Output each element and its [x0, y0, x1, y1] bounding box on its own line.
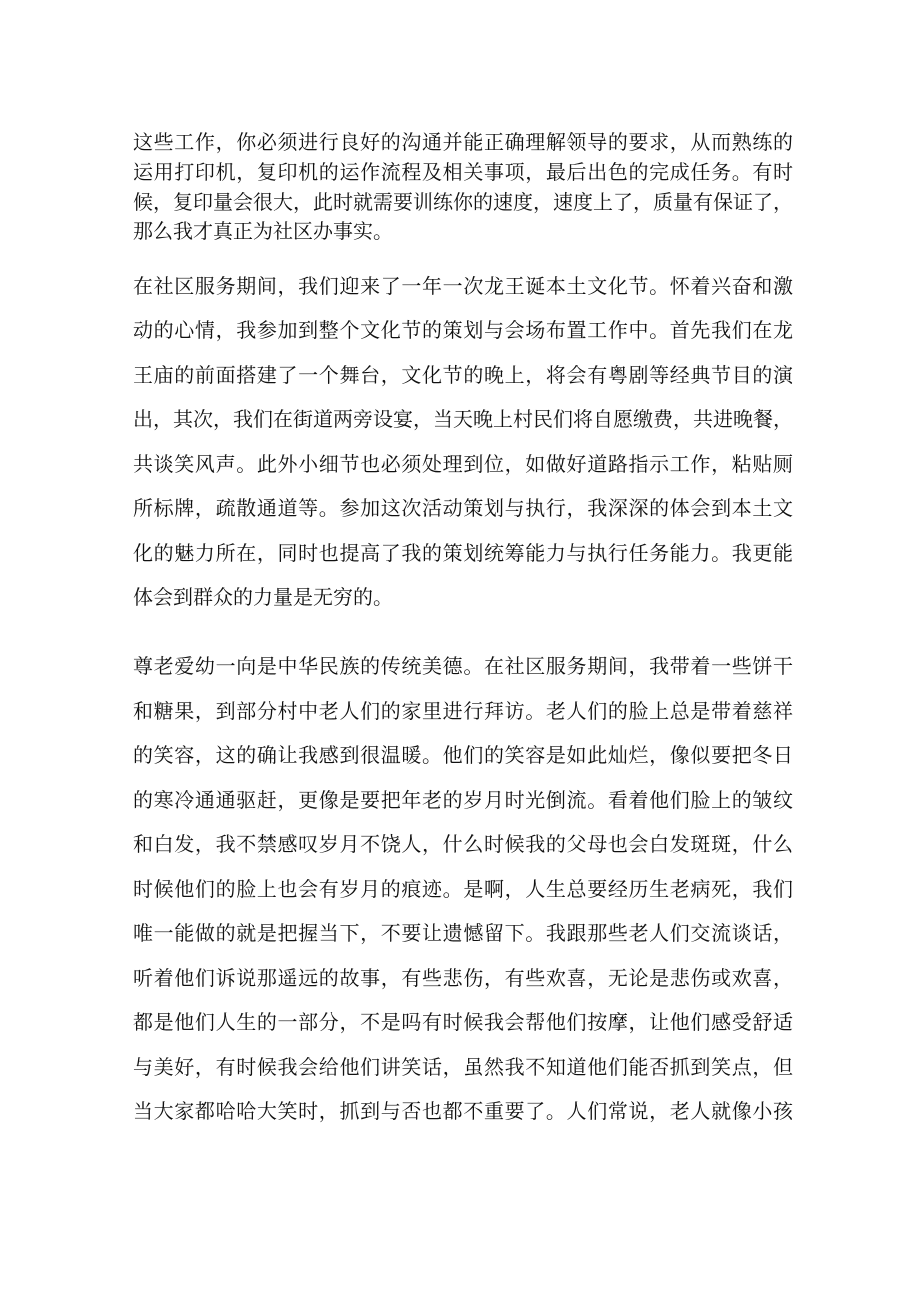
- text-line: 在社区服务期间，我们迎来了一年一次龙王诞本土文化节。怀着兴奋和激: [133, 274, 793, 298]
- text-line: 和糖果，到部分村中老人们的家里进行拜访。老人们的脸上总是带着慈祥: [133, 699, 793, 723]
- text-line: 当大家都哈哈大笑时，抓到与否也都不重要了。人们常说，老人就像小孩: [133, 1099, 793, 1123]
- text-line: 都是他们人生的一部分，不是吗有时候我会帮他们按摩，让他们感受舒适: [133, 1010, 793, 1034]
- text-line: 尊老爱幼一向是中华民族的传统美德。在社区服务期间，我带着一些饼干: [133, 654, 793, 678]
- text-line: 所标牌，疏散通道等。参加这次活动策划与执行，我深深的体会到本土文: [133, 496, 793, 520]
- text-line: 共谈笑风声。此外小细节也必须处理到位，如做好道路指示工作，粘贴厕: [133, 452, 793, 476]
- text-line: 听着他们诉说那遥远的故事，有些悲伤，有些欢喜，无论是悲伤或欢喜，: [133, 966, 793, 990]
- text-line: 王庙的前面搭建了一个舞台，文化节的晚上，将会有粤剧等经典节目的演: [133, 363, 793, 387]
- text-line: 体会到群众的力量是无穷的。: [133, 585, 393, 609]
- text-line: 的寒冷通通驱赶，更像是要把年老的岁月时光倒流。看着他们脸上的皱纹: [133, 788, 793, 812]
- text-line: 出，其次，我们在街道两旁设宴，当天晚上村民们将自愿缴费，共进晚餐，: [133, 407, 793, 431]
- text-line: 和白发，我不禁感叹岁月不饶人，什么时候我的父母也会白发斑斑，什么: [133, 832, 793, 856]
- text-line: 那么我才真正为社区办事实。: [133, 219, 393, 243]
- text-line: 候，复印量会很大，此时就需要训练你的速度，速度上了，质量有保证了，: [133, 190, 793, 214]
- text-line: 这些工作，你必须进行良好的沟通并能正确理解领导的要求，从而熟练的: [133, 130, 793, 154]
- text-line: 化的魅力所在，同时也提高了我的策划统筹能力与执行任务能力。我更能: [133, 541, 793, 565]
- text-line: 运用打印机，复印机的运作流程及相关事项，最后出色的完成任务。有时: [133, 160, 793, 184]
- text-line: 与美好，有时候我会给他们讲笑话，虽然我不知道他们能否抓到笑点，但: [133, 1055, 793, 1079]
- text-line: 唯一能做的就是把握当下，不要让遗憾留下。我跟那些老人们交流谈话，: [133, 921, 793, 945]
- text-line: 动的心情，我参加到整个文化节的策划与会场布置工作中。首先我们在龙: [133, 318, 793, 342]
- text-line: 时候他们的脸上也会有岁月的痕迹。是啊，人生总要经历生老病死，我们: [133, 877, 793, 901]
- text-line: 的笑容，这的确让我感到很温暖。他们的笑容是如此灿烂，像似要把冬日: [133, 743, 793, 767]
